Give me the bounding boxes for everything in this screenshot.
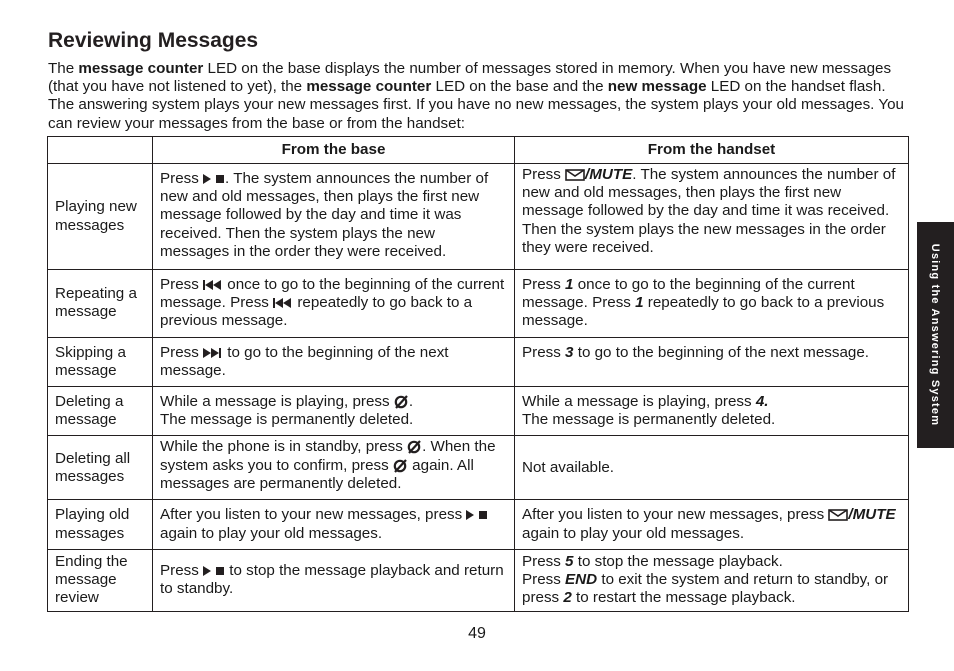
intro-bold: message counter: [78, 60, 204, 77]
header-cell-handset: From the handset: [515, 137, 909, 164]
page-number: 49: [468, 625, 486, 642]
skip-forward-icon: [203, 347, 223, 359]
handset-cell: Not available.: [515, 436, 909, 500]
table-row: [48, 436, 909, 500]
cell-text: once to go to the beginning of the current message. Press: [160, 276, 505, 312]
cell-text: While a message is playing, press: [160, 393, 394, 411]
cell-text: The message is permanently deleted.: [160, 411, 414, 429]
skip-back-icon: [203, 279, 223, 291]
cell-text: Press: [160, 170, 204, 187]
header-cell-empty: [48, 137, 153, 164]
key-label: 1: [565, 276, 574, 293]
cell-text: repeatedly to go back to a previous message.: [160, 294, 473, 330]
base-cell: [153, 387, 515, 436]
cell-text: While a message is playing, press: [522, 393, 756, 411]
cell-text: again to play your old messages.: [522, 524, 745, 542]
handset-cell: [515, 387, 909, 436]
key-label: /MUTE: [848, 506, 896, 524]
handset-cell: [515, 337, 909, 386]
intro-text: LED on the base displays the number of messages stored in memory. When you have new messages (that you have not listened to yet), the: [48, 60, 892, 96]
delete-icon: [394, 395, 409, 409]
envelope-icon: [565, 169, 585, 181]
base-cell: [153, 337, 515, 386]
table-row: [48, 337, 909, 386]
section-side-tab: [917, 222, 954, 448]
message-review-table: [47, 136, 909, 612]
intro-text: The: [48, 60, 79, 77]
cell-text: repeatedly to go back to a previous message.: [522, 294, 885, 330]
side-tab-label: Using the Answering System: [929, 243, 941, 427]
envelope-icon: [828, 509, 848, 521]
base-cell: [153, 436, 515, 500]
key-label: 4.: [755, 393, 769, 411]
key-label: 2: [563, 589, 572, 607]
cell-text: .: [408, 393, 414, 411]
cell-text: Press: [522, 276, 566, 293]
row-label: Repeating a message: [48, 270, 153, 338]
handset-cell: [515, 164, 909, 270]
row-label: Playing old messages: [48, 500, 153, 549]
cell-text: Press: [160, 343, 204, 361]
cell-text: . The system announces the number of new and old messages, then plays the first new message followed by the day and time it was received. Then the system plays the new messages in the order they were received.: [160, 170, 489, 260]
key-label: 1: [635, 294, 644, 312]
cell-text: to exit the system and return to standby, or press: [522, 571, 889, 607]
cell-text: . The system announces the number of new and old messages, then plays the first new message followed by the day and time it was received. Then the system plays the new messages in the order they were received.: [522, 166, 896, 256]
base-cell: [153, 500, 515, 549]
row-label: Playing new messages: [48, 164, 153, 270]
key-label: /MUTE: [585, 166, 633, 183]
handset-cell: [515, 270, 909, 338]
cell-text: The message is permanently deleted.: [522, 411, 776, 429]
row-label: Skipping a message: [48, 337, 153, 386]
cell-text: After you listen to your new messages, press: [522, 506, 829, 524]
skip-back-icon: [273, 297, 293, 309]
cell-text: again. All messages are permanently deleted.: [160, 456, 474, 492]
intro-text: LED on the base and the: [431, 78, 608, 96]
row-label: Deleting all messages: [48, 436, 153, 500]
table-row: [48, 164, 909, 270]
table-row: [48, 387, 909, 436]
cell-text: Press: [522, 571, 566, 589]
row-label: Ending the message review: [48, 549, 153, 611]
cell-text: Press: [522, 343, 566, 361]
intro-bold: message counter: [306, 78, 432, 96]
handset-cell: [515, 500, 909, 549]
cell-text: After you listen to your new messages, press: [160, 506, 467, 524]
play-stop-icon: [466, 509, 488, 521]
cell-text: to stop the message playback and return to standby.: [160, 562, 504, 598]
row-label: Deleting a message: [48, 387, 153, 436]
page-title: Reviewing Messages: [48, 29, 259, 52]
key-label: END: [565, 571, 598, 589]
play-stop-icon: [203, 565, 225, 577]
intro-bold: new message: [607, 78, 707, 96]
handset-cell: [515, 549, 909, 611]
play-stop-icon: [203, 173, 225, 185]
cell-text: . When the system asks you to confirm, press: [160, 438, 496, 474]
cell-text: to stop the message playback.: [573, 552, 783, 570]
base-cell: [153, 164, 515, 270]
cell-text: While the phone is in standby, press: [160, 438, 408, 456]
intro-paragraph: [48, 60, 908, 133]
cell-text: again to play your old messages.: [160, 524, 383, 542]
cell-text: Press: [160, 562, 204, 580]
key-label: 3: [565, 343, 574, 361]
cell-text: Press: [160, 276, 204, 293]
cell-text: to restart the message playback.: [571, 589, 796, 607]
intro-text: LED on the handset flash. The answering system plays your new messages first. If you have no new messages, the system plays your old messages. You can review your messages from the base or from the handset:: [48, 78, 904, 132]
cell-text: Press: [522, 166, 566, 183]
table-row: [48, 500, 909, 549]
base-cell: [153, 270, 515, 338]
cell-text: to go to the beginning of the next message.: [160, 343, 449, 379]
delete-icon: [393, 459, 408, 473]
table-row: [48, 270, 909, 338]
delete-icon: [407, 440, 422, 454]
base-cell: [153, 549, 515, 611]
cell-text: once to go to the beginning of the current message. Press: [522, 276, 855, 312]
cell-text: Press: [522, 552, 566, 570]
key-label: 5: [565, 552, 574, 570]
cell-text: to go to the beginning of the next message.: [573, 343, 870, 361]
table-row: [48, 549, 909, 611]
header-cell-base: From the base: [153, 137, 515, 164]
table-header-row: [48, 137, 909, 164]
